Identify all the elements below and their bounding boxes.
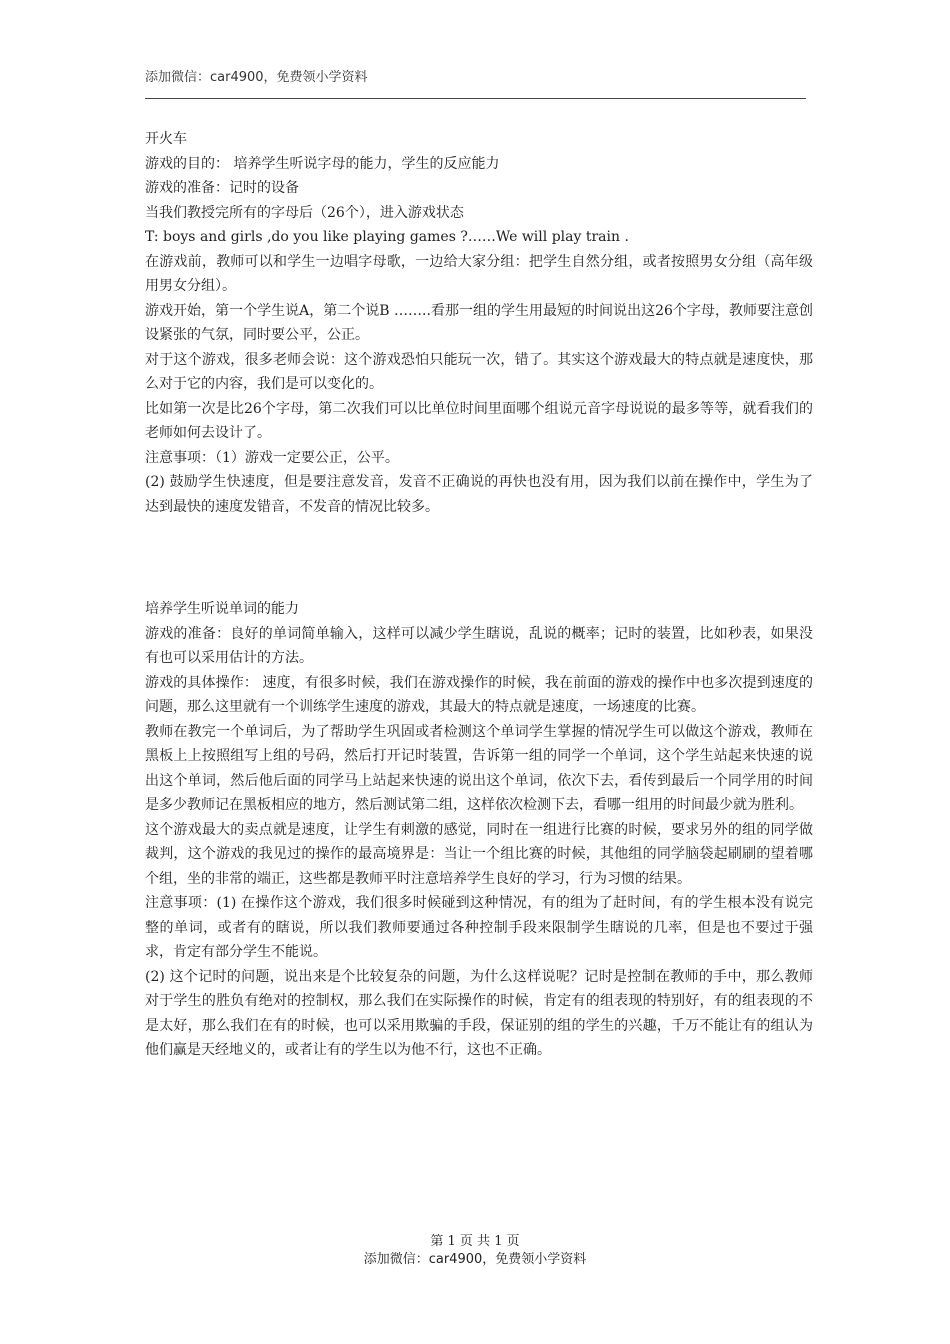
paragraph: (2) 这个记时的问题，说出来是个比较复杂的问题，为什么这样说呢？记时是控制在教师的手中，那么教师对于学生的胜负有绝对的控制权，那么我们在实际操作的时候，肯定有的组表现的特别好，有的组表现的不是太好，那么我们在有的时候，也可以采用欺骗的手段，保证别的组的学生的兴趣，千万不能让有的组认为他们赢是天经地义的，或者让有的学生以为他不行，这也不正确。 [145,968,813,1058]
section-title: 开火车 [145,131,187,147]
paragraph: T: boys and girls ,do you like playing games ?……We will play train . [145,229,629,245]
page-footer: 添加微信：car4900，免费领小学资料 [363,1252,587,1267]
paragraph: 这个游戏最大的卖点就是速度，让学生有刺激的感觉，同时在一组进行比赛的时候，要求另外的组的同学做裁判，这个游戏的我见过的操作的最高境界是：当让一个组比赛的时候，其他组的同学脑袋起刷刷的望着哪个组，坐的非常的端正，这些都是教师平时注意培养学生良好的学习，行为习惯的结果。 [145,821,813,887]
page-number: 第 1 页 共 1 页 [430,1234,520,1249]
paragraph: 注意事项：(1) 在操作这个游戏，我们很多时候碰到这种情况，有的组为了赶时间，有的学生根本没有说完整的单词，或者有的瞎说，所以我们教师要通过各种控制手段来限制学生瞎说的几率，但是也不要过于强求，肯定有部分学生不能说。 [145,895,813,960]
section-word-game [145,597,813,1063]
paragraph: 游戏开始，第一个学生说A，第二个说B ……..看那一组的学生用最短的时间说出这26个字母，教师要注意创设紧张的气氛，同时要公平，公正。 [145,302,813,343]
paragraph: 教师在教完一个单词后，为了帮助学生巩固或者检测这个单词学生掌握的情况学生可以做这个游戏，教师在黑板上上按照组写上组的号码，然后打开记时装置，告诉第一组的同学一个单词，这个学生站起来快速的说出这个单词，然后他后面的同学马上站起来快速的说出这个单词，依次下去，看传到最后一个同学用的时间是多少教师记在黑板相应的地方，然后测试第二组，这样依次检测下去，看哪一组用的时间最少就为胜利。 [145,723,813,813]
paragraph: 在游戏前，教师可以和学生一边唱字母歌，一边给大家分组：把学生自然分组，或者按照男女分组（高年级用男女分组）。 [145,253,813,294]
paragraph: (2) 鼓励学生快速度，但是要注意发音，发音不正确说的再快也没有用，因为我们以前在操作中，学生为了达到最快的速度发错音，不发音的情况比较多。 [145,474,813,515]
page-header: 添加微信：car4900，免费领小学资料 [145,70,368,85]
header-divider [145,98,806,99]
paragraph: 比如第一次是比26个字母，第二次我们可以比单位时间里面哪个组说元音字母说说的最多等等，就看我们的老师如何去设计了。 [145,400,813,441]
paragraph: 对于这个游戏，很多老师会说：这个游戏恐怕只能玩一次，错了。其实这个游戏最大的特点就是速度快，那么对于它的内容，我们是可以变化的。 [145,351,813,392]
paragraph: 游戏的具体操作： 速度，有很多时候，我们在游戏操作的时候，我在前面的游戏的操作中也多次提到速度的问题，那么这里就有一个训练学生速度的游戏，其最大的特点就是速度，一场速度的比赛。 [145,674,813,715]
paragraph: 注意事项：（1）游戏一定要公正，公平。 [145,449,399,466]
paragraph: 游戏的准备：记时的设备 [145,180,299,196]
section-train-game [145,127,813,519]
section-title: 培养学生听说单词的能力 [145,601,299,617]
paragraph: 游戏的目的： 培养学生听说字母的能力，学生的反应能力 [145,155,500,172]
paragraph: 游戏的准备：良好的单词简单输入，这样可以减少学生瞎说，乱说的概率；记时的装置，比如秒表，如果没有也可以采用估计的方法。 [145,625,813,666]
paragraph: 当我们教授完所有的字母后（26个），进入游戏状态 [145,204,464,221]
